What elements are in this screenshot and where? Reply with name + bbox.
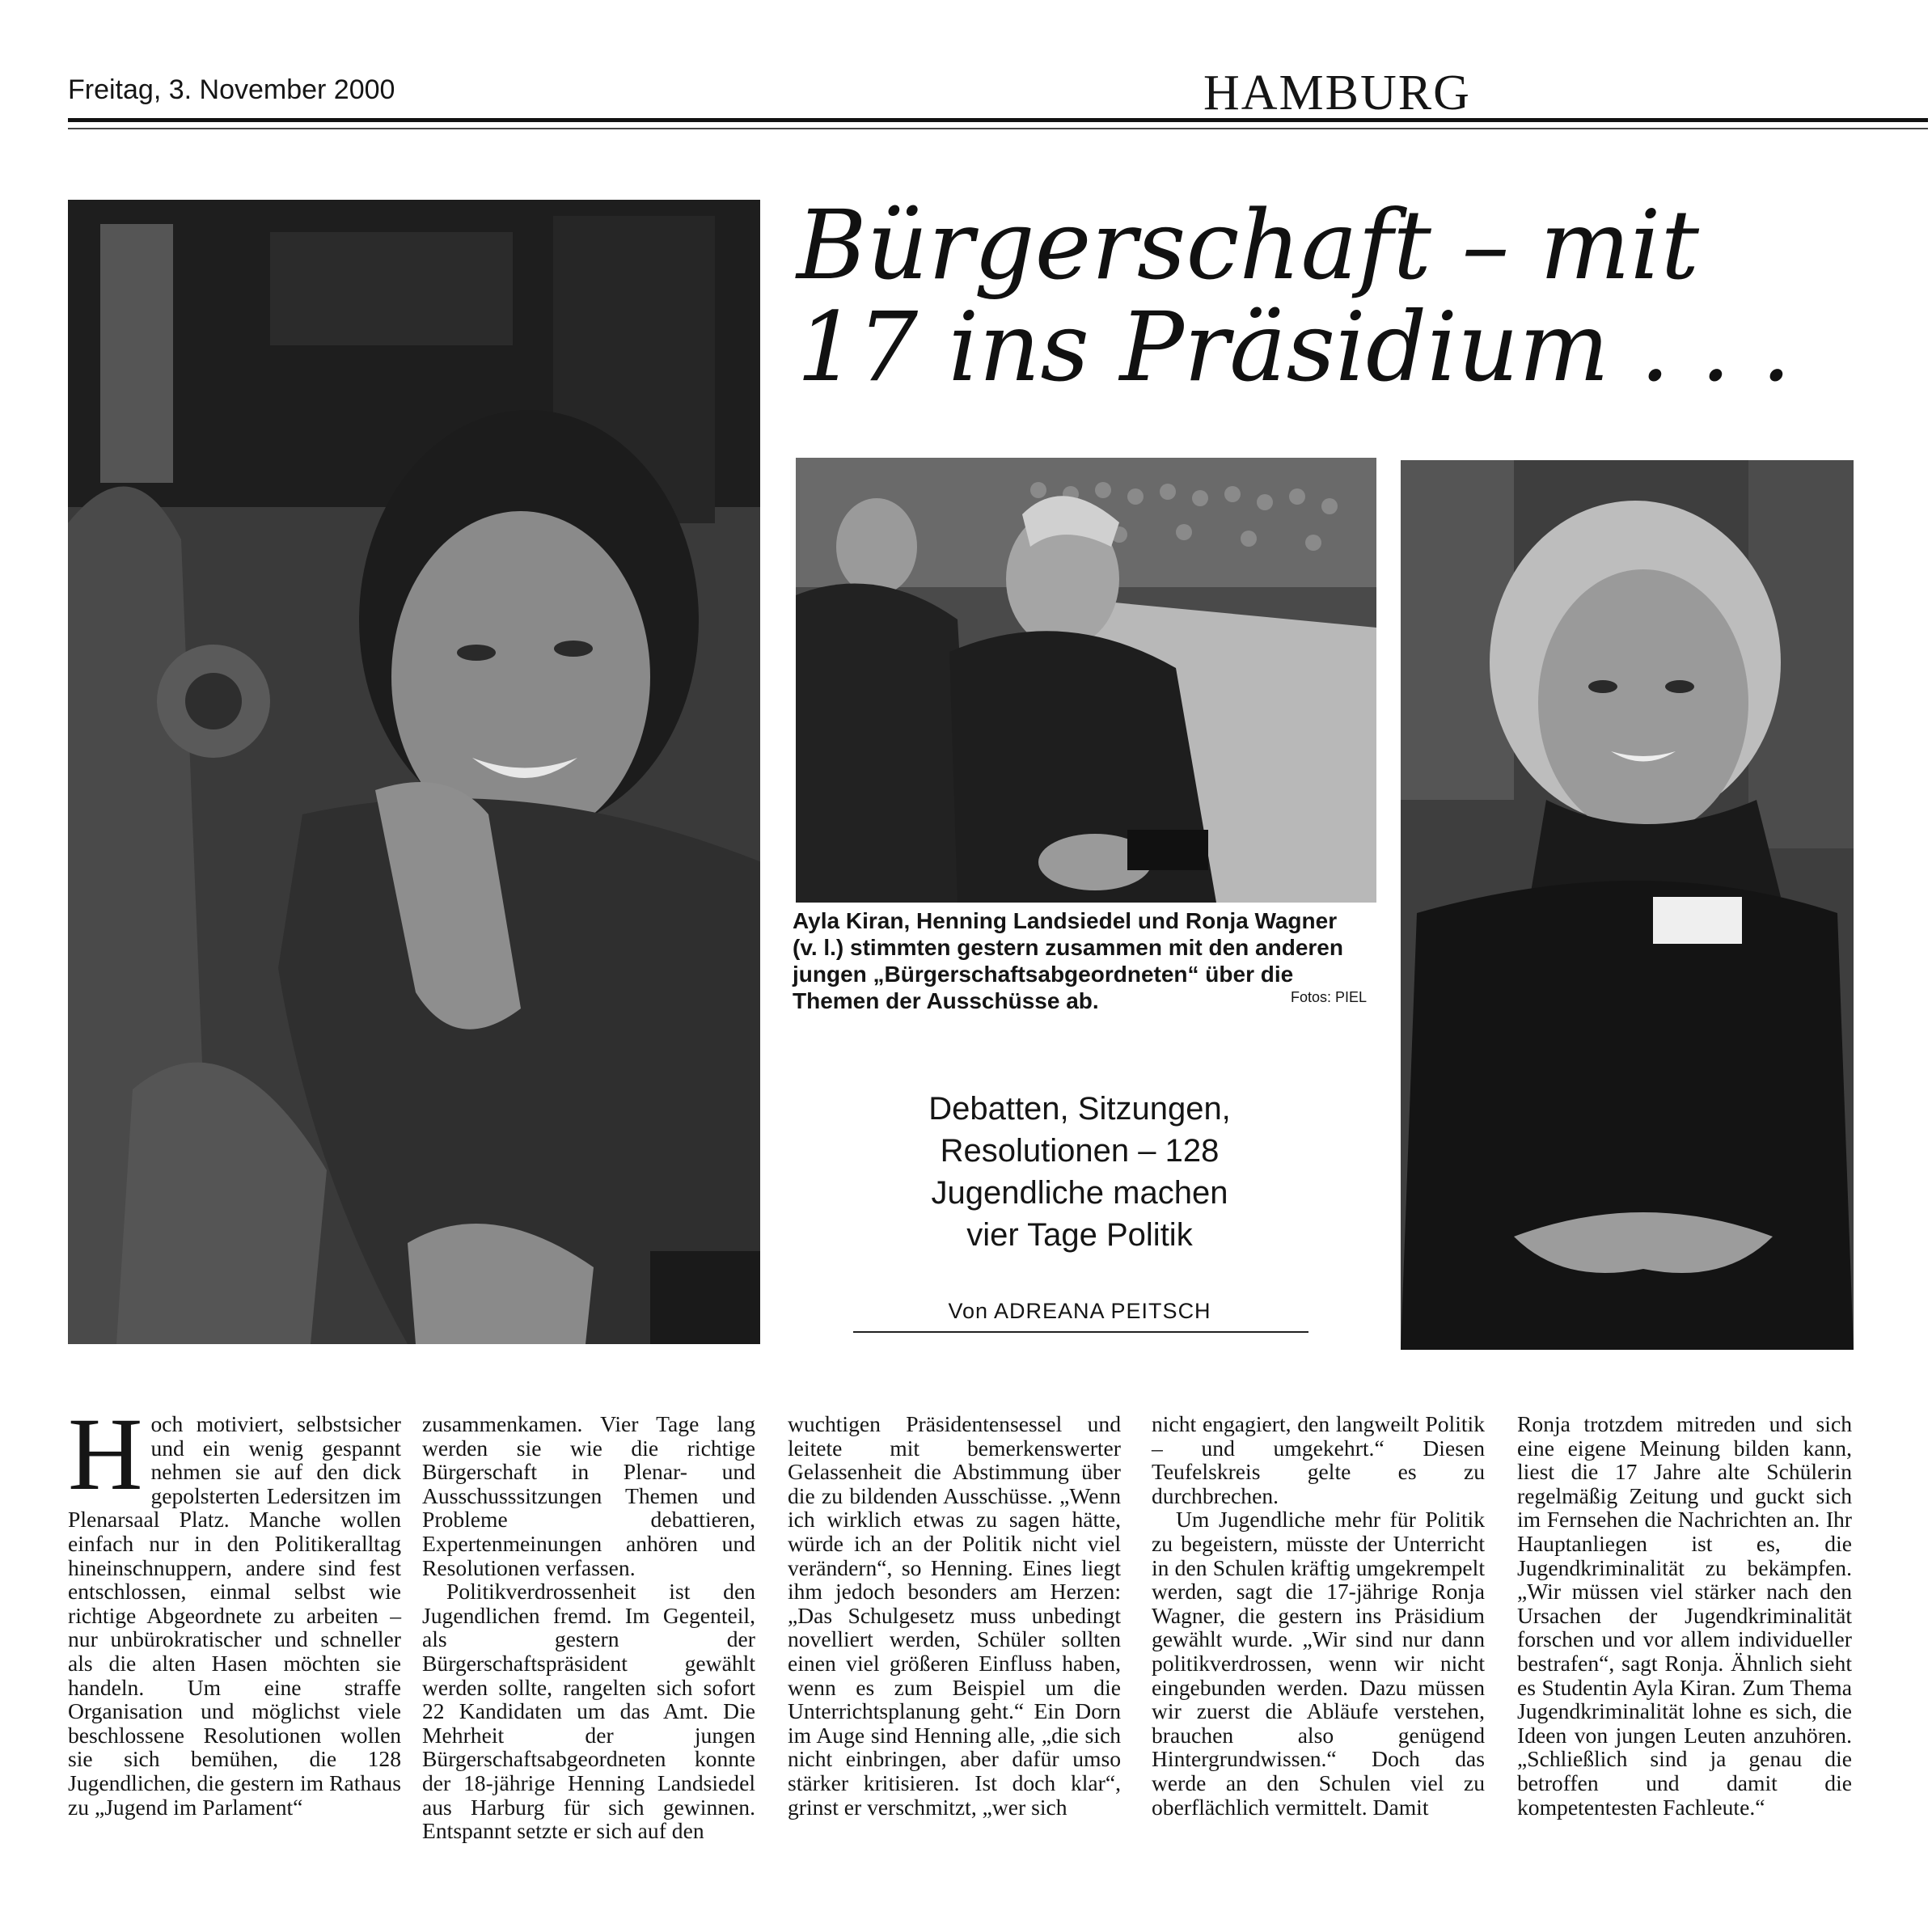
article-paragraph: zusammenkamen. Vier Tage lang werden sie wie die richtige Bürgerschaft in Plenar- und Ausschusssitzungen Themen und Probleme debattieren, Expertenmeinungen anhören und Resolutionen verfassen. bbox=[422, 1411, 755, 1580]
subheadline-line-1: Debatten, Sitzungen, bbox=[928, 1091, 1231, 1127]
article-column-3 bbox=[788, 1412, 1121, 1819]
headline-line-2: 17 ins Präsidium . . . bbox=[797, 291, 1792, 403]
article-paragraph: Ronja trotzdem mitreden und sich eine eigene Meinung bilden kann, liest die 17 Jahre alte Schülerin regelmäßig Zeitung und guckt sich im Fernsehen die Nachrichten an. Ihr Hauptanliegen ist es, die Jugendkriminalität zu bekämpfen. „Wir müssen viel stärker nach den Ursachen der Jugendkriminalität forschen und vor allem individueller bestrafen“, sagt Ronja. Ähnlich sieht es Studentin Ayla Kiran. Zum Thema Jugendkriminalität lohne es sich, die Ideen von jungen Leuten anzuhören. „Schließlich sind ja genau die betroffen und damit die kompetentesten Fachleute.“ bbox=[1517, 1411, 1852, 1820]
header-rule-thick bbox=[68, 118, 1928, 122]
article-column-2 bbox=[422, 1412, 755, 1843]
article-paragraph: nicht engagiert, den langweilt Politik – und umgekehrt.“ Diesen Teufelskreis gelte es zu durchbrechen. bbox=[1152, 1411, 1485, 1508]
article-paragraph: Hoch motiviert, selbstsicher und ein wenig gespannt nehmen sie auf den dick gepolsterten Ledersitzen im Plenarsaal Platz. Manche wollen einfach nur in den Politikeralltag hineinschnuppern, andere sind fest entschlossen, einmal selbst wie richtige Abgeordnete zu arbeiten – nur unbürokratischer und schneller als die alten Hasen möchten sie handeln. Um eine straffe Organisation und möglichst viele beschlossene Resolutionen wollen sie sich bemühen, die 128 Jugendlichen, die gestern im Rathaus zu „Jugend im Parlament“ bbox=[68, 1397, 401, 1820]
headline bbox=[797, 189, 1848, 403]
article-column-4 bbox=[1152, 1412, 1485, 1819]
photo-caption: Ayla Kiran, Henning Landsiedel und Ronja Wagner (v. l.) stimmten gestern zusammen mit den anderen jungen „Bürgerschaftsabgeordneten“ über die Themen der Ausschüsse ab. bbox=[793, 908, 1343, 1013]
byline-rule bbox=[853, 1331, 1308, 1333]
article-paragraph: wuchtigen Präsidentensessel und leitete mit bemerkenswerter Gelassenheit die Abstimmung über die zu bildenden Ausschüsse. „Wenn ich wirklich etwas zu sagen hätte, würde ich an der Politik nicht viel verändern“, so Henning. Eines liegt ihm jedoch besonders am Herzen: „Das Schulgesetz muss unbedingt novelliert werden, Schüler sollten einen viel größeren Einfluss haben, wenn es zum Beispiel um die Unterrichtsplanung geht.“ Ein Dorn im Auge sind Henning alle, „die sich nicht einbringen, aber dafür umso stärker kritisieren. Ist doch klar“, grinst er verschmitzt, „wer sich bbox=[788, 1411, 1121, 1820]
subheadline-line-4: vier Tage Politik bbox=[966, 1217, 1193, 1253]
article-column-1 bbox=[68, 1397, 401, 1820]
subheadline bbox=[853, 1088, 1306, 1256]
article-column-5 bbox=[1517, 1412, 1852, 1819]
photo-ronja-wagner bbox=[1401, 460, 1854, 1350]
drop-cap: H bbox=[68, 1397, 143, 1512]
header-rule-thin bbox=[68, 128, 1928, 129]
section-title: HAMBURG bbox=[1203, 66, 1471, 121]
photo-ayla-kiran bbox=[68, 200, 760, 1344]
headline-line-1: Bürgerschaft – mit bbox=[797, 189, 1700, 301]
photo-plenary-group bbox=[796, 458, 1376, 903]
subheadline-line-3: Jugendliche machen bbox=[931, 1175, 1228, 1211]
subheadline-line-2: Resolutionen – 128 bbox=[940, 1133, 1220, 1169]
article-paragraph: Politikverdrossenheit ist den Jugendlichen fremd. Im Gegenteil, als gestern der Bürgerschaftspräsident gewählt werden sollte, rangelten sich sofort 22 Kandidaten um das Amt. Die Mehrheit der jungen Bürgerschaftsabgeordneten konnte der 18-jährige Henning Landsiedel aus Harburg für sich gewinnen. Entspannt setzte er sich auf den bbox=[422, 1579, 755, 1844]
byline: Von ADREANA PEITSCH bbox=[948, 1299, 1211, 1323]
issue-date: Freitag, 3. November 2000 bbox=[68, 74, 395, 105]
article-paragraph: Um Jugendliche mehr für Politik zu begeistern, müsste der Unterricht in den Schulen kräftig umgekrempelt werden, sagt die 17-jährige Ronja Wagner, die gestern ins Präsidium gewählt wurde. „Wir sind nur dann politikverdrossen, wenn wir nicht eingebunden werden. Dazu müssen wir zuerst die Abläufe verstehen, brauchen also genügend Hintergrundwissen.“ Doch das werde an den Schulen viel zu oberflächlich vermittelt. Damit bbox=[1152, 1507, 1485, 1820]
photo-credit: Fotos: PIEL bbox=[1291, 989, 1368, 1005]
